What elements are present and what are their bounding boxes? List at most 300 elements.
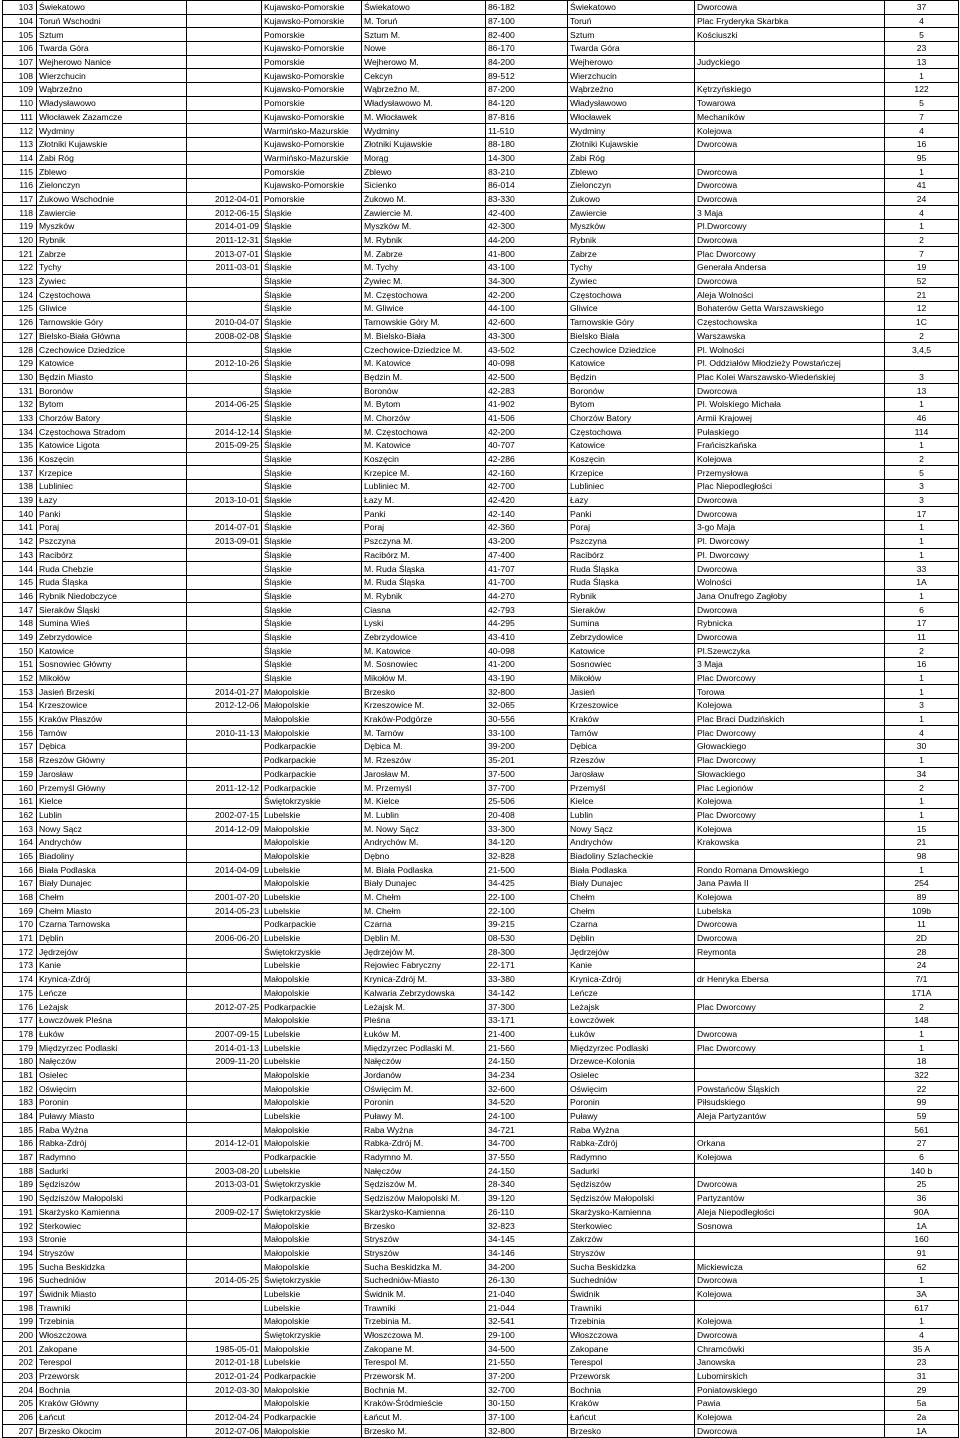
cell-opening-date bbox=[187, 986, 262, 1000]
cell-postal-code: 20-408 bbox=[486, 808, 568, 822]
cell-building-number: 160 bbox=[885, 1232, 959, 1246]
cell-row-number: 180 bbox=[3, 1054, 37, 1068]
cell-municipality: M. Sosnowiec bbox=[362, 658, 486, 672]
cell-building-number: 1A bbox=[885, 1219, 959, 1233]
cell-locality: Koszęcin bbox=[568, 452, 695, 466]
table-row bbox=[3, 425, 959, 439]
cell-street: Kolejowa bbox=[695, 124, 885, 138]
cell-row-number: 167 bbox=[3, 877, 37, 891]
cell-locality: Sosnowiec bbox=[568, 658, 695, 672]
cell-opening-date: 2013-07-01 bbox=[187, 247, 262, 261]
cell-street: Pawia bbox=[695, 1397, 885, 1411]
cell-postal-code: 42-283 bbox=[486, 384, 568, 398]
cell-row-number: 146 bbox=[3, 589, 37, 603]
cell-row-number: 120 bbox=[3, 233, 37, 247]
cell-opening-date bbox=[187, 1096, 262, 1110]
cell-station-name: Przeworsk bbox=[37, 1369, 187, 1383]
cell-municipality: Łazy M. bbox=[362, 493, 486, 507]
cell-municipality: Sędziszów M. bbox=[362, 1178, 486, 1192]
cell-voivodeship: Kujawsko-Pomorskie bbox=[262, 110, 362, 124]
cell-street: Dworcowa bbox=[695, 1, 885, 15]
cell-street: Bohaterów Getta Warszawskiego bbox=[695, 302, 885, 316]
cell-locality: Lublin bbox=[568, 808, 695, 822]
cell-street: Dworcowa bbox=[695, 603, 885, 617]
cell-building-number: 1 bbox=[885, 165, 959, 179]
cell-station-name: Sędziszów Małopolski bbox=[37, 1191, 187, 1205]
cell-locality: Władysławowo bbox=[568, 96, 695, 110]
cell-voivodeship: Lubelskie bbox=[262, 1041, 362, 1055]
cell-postal-code: 87-100 bbox=[486, 14, 568, 28]
cell-postal-code: 34-200 bbox=[486, 1260, 568, 1274]
cell-station-name: Rzeszów Główny bbox=[37, 753, 187, 767]
cell-station-name: Twarda Góra bbox=[37, 42, 187, 56]
cell-building-number bbox=[885, 356, 959, 370]
cell-row-number: 112 bbox=[3, 124, 37, 138]
cell-locality: Myszków bbox=[568, 220, 695, 234]
cell-street bbox=[695, 959, 885, 973]
cell-station-name: Łowczówek Pleśna bbox=[37, 1013, 187, 1027]
cell-voivodeship: Świętokrzyskie bbox=[262, 1273, 362, 1287]
cell-building-number: 140 b bbox=[885, 1164, 959, 1178]
cell-opening-date bbox=[187, 753, 262, 767]
cell-row-number: 108 bbox=[3, 69, 37, 83]
cell-municipality: Nałęczów bbox=[362, 1054, 486, 1068]
cell-row-number: 137 bbox=[3, 466, 37, 480]
table-row bbox=[3, 1246, 959, 1260]
cell-locality: Łańcut bbox=[568, 1410, 695, 1424]
cell-street: Dworcowa bbox=[695, 137, 885, 151]
table-row bbox=[3, 1, 959, 15]
cell-postal-code: 34-234 bbox=[486, 1068, 568, 1082]
cell-locality: Leżajsk bbox=[568, 1000, 695, 1014]
cell-locality: Zblewo bbox=[568, 165, 695, 179]
cell-opening-date: 2011-12-31 bbox=[187, 233, 262, 247]
cell-voivodeship: Śląskie bbox=[262, 370, 362, 384]
cell-municipality: Raba Wyżna bbox=[362, 1123, 486, 1137]
cell-building-number: 5 bbox=[885, 96, 959, 110]
cell-opening-date bbox=[187, 794, 262, 808]
cell-opening-date bbox=[187, 712, 262, 726]
cell-street: dr Henryka Ebersa bbox=[695, 972, 885, 986]
cell-postal-code: 34-425 bbox=[486, 877, 568, 891]
cell-station-name: Włocławek Zazamcze bbox=[37, 110, 187, 124]
cell-building-number: 7/1 bbox=[885, 972, 959, 986]
cell-voivodeship: Śląskie bbox=[262, 671, 362, 685]
table-row bbox=[3, 206, 959, 220]
cell-locality: Oświęcim bbox=[568, 1082, 695, 1096]
table-row bbox=[3, 575, 959, 589]
cell-street: Plac Braci Dudzińskich bbox=[695, 712, 885, 726]
table-row bbox=[3, 767, 959, 781]
cell-municipality: Myszków M. bbox=[362, 220, 486, 234]
cell-street: Lubelska bbox=[695, 904, 885, 918]
cell-postal-code: 32-600 bbox=[486, 1082, 568, 1096]
cell-station-name: Sosnowiec Główny bbox=[37, 658, 187, 672]
cell-voivodeship: Małopolskie bbox=[262, 986, 362, 1000]
cell-station-name: Sztum bbox=[37, 28, 187, 42]
cell-opening-date bbox=[187, 110, 262, 124]
cell-building-number: 7 bbox=[885, 110, 959, 124]
cell-row-number: 147 bbox=[3, 603, 37, 617]
table-row bbox=[3, 28, 959, 42]
cell-opening-date: 2012-12-06 bbox=[187, 699, 262, 713]
cell-postal-code: 33-380 bbox=[486, 972, 568, 986]
table-row bbox=[3, 904, 959, 918]
cell-street: Kolejowa bbox=[695, 890, 885, 904]
cell-voivodeship: Śląskie bbox=[262, 397, 362, 411]
cell-voivodeship: Kujawsko-Pomorskie bbox=[262, 69, 362, 83]
cell-building-number: 1 bbox=[885, 1027, 959, 1041]
cell-locality: Krynica-Zdrój bbox=[568, 972, 695, 986]
cell-row-number: 144 bbox=[3, 562, 37, 576]
cell-municipality: Żywiec M. bbox=[362, 274, 486, 288]
cell-building-number: 37 bbox=[885, 1, 959, 15]
table-row bbox=[3, 466, 959, 480]
cell-municipality: Lyski bbox=[362, 616, 486, 630]
cell-opening-date bbox=[187, 28, 262, 42]
cell-locality: Drzewce-Kolonia bbox=[568, 1054, 695, 1068]
cell-municipality: M. Chełm bbox=[362, 890, 486, 904]
cell-postal-code: 22-100 bbox=[486, 890, 568, 904]
cell-municipality: Andrychów M. bbox=[362, 835, 486, 849]
cell-row-number: 127 bbox=[3, 329, 37, 343]
cell-municipality: Nałęczów bbox=[362, 1164, 486, 1178]
cell-voivodeship: Lubelskie bbox=[262, 959, 362, 973]
table-row bbox=[3, 849, 959, 863]
cell-opening-date bbox=[187, 849, 262, 863]
cell-opening-date: 2010-11-13 bbox=[187, 726, 262, 740]
cell-station-name: Trawniki bbox=[37, 1301, 187, 1315]
cell-locality: Osielec bbox=[568, 1068, 695, 1082]
cell-municipality: M. Częstochowa bbox=[362, 425, 486, 439]
cell-street: Dworcowa bbox=[695, 507, 885, 521]
cell-row-number: 110 bbox=[3, 96, 37, 110]
cell-locality: Zielonczyn bbox=[568, 178, 695, 192]
cell-voivodeship: Lubelskie bbox=[262, 863, 362, 877]
cell-locality: Bielsko Biała bbox=[568, 329, 695, 343]
cell-station-name: Trzebinia bbox=[37, 1315, 187, 1329]
cell-row-number: 124 bbox=[3, 288, 37, 302]
cell-municipality: Biały Dunajec bbox=[362, 877, 486, 891]
cell-building-number: 7 bbox=[885, 247, 959, 261]
cell-voivodeship: Śląskie bbox=[262, 439, 362, 453]
cell-street: Pl.Szewczyka bbox=[695, 644, 885, 658]
cell-locality: Żabi Róg bbox=[568, 151, 695, 165]
cell-voivodeship: Małopolskie bbox=[262, 1123, 362, 1137]
cell-voivodeship: Śląskie bbox=[262, 356, 362, 370]
cell-municipality: M. Kielce bbox=[362, 794, 486, 808]
cell-municipality: Żukowo M. bbox=[362, 192, 486, 206]
cell-locality: Stryszów bbox=[568, 1246, 695, 1260]
cell-opening-date bbox=[187, 918, 262, 932]
cell-postal-code: 42-300 bbox=[486, 220, 568, 234]
cell-voivodeship: Śląskie bbox=[262, 493, 362, 507]
cell-locality: Sumina bbox=[568, 616, 695, 630]
table-row bbox=[3, 1301, 959, 1315]
cell-building-number: 13 bbox=[885, 384, 959, 398]
cell-locality: Sucha Beskidzka bbox=[568, 1260, 695, 1274]
cell-street: Kolejowa bbox=[695, 699, 885, 713]
cell-street bbox=[695, 1068, 885, 1082]
cell-voivodeship: Śląskie bbox=[262, 630, 362, 644]
cell-row-number: 189 bbox=[3, 1178, 37, 1192]
cell-municipality: Zakopane M. bbox=[362, 1342, 486, 1356]
cell-postal-code: 40-707 bbox=[486, 439, 568, 453]
cell-building-number: 13 bbox=[885, 55, 959, 69]
table-row bbox=[3, 96, 959, 110]
cell-station-name: Puławy Miasto bbox=[37, 1109, 187, 1123]
cell-station-name: Myszków bbox=[37, 220, 187, 234]
cell-postal-code: 37-100 bbox=[486, 1410, 568, 1424]
cell-municipality: Radymno M. bbox=[362, 1150, 486, 1164]
cell-street: Rondo Romana Dmowskiego bbox=[695, 863, 885, 877]
cell-street: Dworcowa bbox=[695, 1273, 885, 1287]
table-row bbox=[3, 1232, 959, 1246]
cell-locality: Jędrzejów bbox=[568, 945, 695, 959]
cell-voivodeship: Śląskie bbox=[262, 575, 362, 589]
cell-station-name: Krzepice bbox=[37, 466, 187, 480]
table-row bbox=[3, 1150, 959, 1164]
cell-municipality: M. Zabrze bbox=[362, 247, 486, 261]
cell-street: Dworcowa bbox=[695, 274, 885, 288]
cell-building-number: 1 bbox=[885, 220, 959, 234]
cell-voivodeship: Małopolskie bbox=[262, 1246, 362, 1260]
cell-building-number: 17 bbox=[885, 507, 959, 521]
cell-building-number: 254 bbox=[885, 877, 959, 891]
cell-municipality: M. Włocławek bbox=[362, 110, 486, 124]
table-row bbox=[3, 931, 959, 945]
cell-municipality: Świdnik M. bbox=[362, 1287, 486, 1301]
cell-row-number: 207 bbox=[3, 1424, 37, 1438]
cell-municipality: Sztum M. bbox=[362, 28, 486, 42]
cell-opening-date bbox=[187, 671, 262, 685]
cell-voivodeship: Śląskie bbox=[262, 425, 362, 439]
cell-locality: Dębica bbox=[568, 740, 695, 754]
cell-voivodeship: Małopolskie bbox=[262, 972, 362, 986]
cell-locality: Bochnia bbox=[568, 1383, 695, 1397]
cell-row-number: 143 bbox=[3, 548, 37, 562]
cell-opening-date: 2014-01-13 bbox=[187, 1041, 262, 1055]
cell-locality: Rybnik bbox=[568, 233, 695, 247]
cell-building-number: 6 bbox=[885, 1150, 959, 1164]
cell-voivodeship: Śląskie bbox=[262, 616, 362, 630]
cell-opening-date: 2013-09-01 bbox=[187, 534, 262, 548]
cell-row-number: 133 bbox=[3, 411, 37, 425]
cell-street: Plac Niepodległości bbox=[695, 480, 885, 494]
table-row bbox=[3, 384, 959, 398]
cell-locality: Chorzów Batory bbox=[568, 411, 695, 425]
cell-postal-code: 42-420 bbox=[486, 493, 568, 507]
cell-row-number: 175 bbox=[3, 986, 37, 1000]
cell-street: Dworcowa bbox=[695, 178, 885, 192]
cell-postal-code: 25-506 bbox=[486, 794, 568, 808]
table-row bbox=[3, 534, 959, 548]
cell-postal-code: 24-150 bbox=[486, 1164, 568, 1178]
cell-opening-date bbox=[187, 1287, 262, 1301]
cell-opening-date bbox=[187, 137, 262, 151]
cell-opening-date bbox=[187, 507, 262, 521]
cell-municipality: Wydminy bbox=[362, 124, 486, 138]
cell-row-number: 116 bbox=[3, 178, 37, 192]
cell-municipality: Mikołów M. bbox=[362, 671, 486, 685]
cell-street: Dworcowa bbox=[695, 931, 885, 945]
cell-building-number: 1 bbox=[885, 589, 959, 603]
cell-station-name: Zakopane bbox=[37, 1342, 187, 1356]
cell-municipality: M. Przemyśl bbox=[362, 781, 486, 795]
cell-voivodeship: Pomorskie bbox=[262, 165, 362, 179]
cell-municipality: M. Częstochowa bbox=[362, 288, 486, 302]
cell-station-name: Leżajsk bbox=[37, 1000, 187, 1014]
cell-station-name: Lubliniec bbox=[37, 480, 187, 494]
cell-station-name: Bytom bbox=[37, 397, 187, 411]
cell-building-number: 4 bbox=[885, 1328, 959, 1342]
cell-postal-code: 34-300 bbox=[486, 274, 568, 288]
cell-opening-date: 2014-12-09 bbox=[187, 822, 262, 836]
cell-locality: Racibórz bbox=[568, 548, 695, 562]
cell-postal-code: 21-044 bbox=[486, 1301, 568, 1315]
cell-municipality: Poraj bbox=[362, 521, 486, 535]
cell-station-name: Skarżysko Kamienna bbox=[37, 1205, 187, 1219]
cell-municipality: Dęblin M. bbox=[362, 931, 486, 945]
cell-opening-date: 2014-05-25 bbox=[187, 1273, 262, 1287]
cell-municipality: Łuków M. bbox=[362, 1027, 486, 1041]
cell-opening-date bbox=[187, 767, 262, 781]
cell-municipality: Włoszczowa M. bbox=[362, 1328, 486, 1342]
cell-opening-date: 2006-06-20 bbox=[187, 931, 262, 945]
cell-building-number: 1 bbox=[885, 753, 959, 767]
cell-street: Jana Pawła II bbox=[695, 877, 885, 891]
cell-postal-code: 34-142 bbox=[486, 986, 568, 1000]
cell-station-name: Radymno bbox=[37, 1150, 187, 1164]
cell-station-name: Rybnik Niedobczyce bbox=[37, 589, 187, 603]
cell-voivodeship: Śląskie bbox=[262, 329, 362, 343]
cell-street: Reymonta bbox=[695, 945, 885, 959]
cell-opening-date bbox=[187, 1, 262, 15]
cell-voivodeship: Śląskie bbox=[262, 507, 362, 521]
cell-municipality: Krzepice M. bbox=[362, 466, 486, 480]
cell-station-name: Katowice bbox=[37, 356, 187, 370]
table-row bbox=[3, 699, 959, 713]
cell-opening-date: 2013-03-01 bbox=[187, 1178, 262, 1192]
cell-street: Plac Dworcowy bbox=[695, 726, 885, 740]
cell-municipality: Krynica-Zdrój M. bbox=[362, 972, 486, 986]
cell-station-name: Leńcze bbox=[37, 986, 187, 1000]
cell-station-name: Lublin bbox=[37, 808, 187, 822]
cell-locality: Lubliniec bbox=[568, 480, 695, 494]
table-row bbox=[3, 644, 959, 658]
cell-row-number: 178 bbox=[3, 1027, 37, 1041]
cell-row-number: 157 bbox=[3, 740, 37, 754]
cell-postal-code: 37-700 bbox=[486, 781, 568, 795]
cell-locality: Mikołów bbox=[568, 671, 695, 685]
cell-voivodeship: Lubelskie bbox=[262, 1356, 362, 1370]
cell-postal-code: 35-201 bbox=[486, 753, 568, 767]
cell-locality: Kraków bbox=[568, 1397, 695, 1411]
cell-building-number: 1C bbox=[885, 315, 959, 329]
cell-opening-date bbox=[187, 1191, 262, 1205]
cell-station-name: Stryszów bbox=[37, 1246, 187, 1260]
cell-municipality: Pleśna bbox=[362, 1013, 486, 1027]
cell-row-number: 129 bbox=[3, 356, 37, 370]
cell-building-number: 23 bbox=[885, 42, 959, 56]
table-row bbox=[3, 972, 959, 986]
cell-row-number: 152 bbox=[3, 671, 37, 685]
cell-street: Plac Dworcowy bbox=[695, 808, 885, 822]
cell-postal-code: 33-100 bbox=[486, 726, 568, 740]
cell-postal-code: 34-146 bbox=[486, 1246, 568, 1260]
table-row bbox=[3, 1041, 959, 1055]
cell-street: Pułaskiego bbox=[695, 425, 885, 439]
table-row bbox=[3, 1000, 959, 1014]
cell-station-name: Bielsko-Biała Główna bbox=[37, 329, 187, 343]
cell-row-number: 164 bbox=[3, 835, 37, 849]
cell-station-name: Świdnik Miasto bbox=[37, 1287, 187, 1301]
cell-building-number: 114 bbox=[885, 425, 959, 439]
cell-postal-code: 28-340 bbox=[486, 1178, 568, 1192]
cell-row-number: 166 bbox=[3, 863, 37, 877]
cell-opening-date bbox=[187, 1082, 262, 1096]
cell-municipality: Skarżysko-Kamienna bbox=[362, 1205, 486, 1219]
cell-station-name: Wejherowo Nanice bbox=[37, 55, 187, 69]
cell-building-number: 3 bbox=[885, 480, 959, 494]
cell-postal-code: 84-120 bbox=[486, 96, 568, 110]
cell-voivodeship: Śląskie bbox=[262, 343, 362, 357]
cell-station-name: Wąbrzeźno bbox=[37, 83, 187, 97]
table-row bbox=[3, 753, 959, 767]
cell-opening-date bbox=[187, 96, 262, 110]
cell-postal-code: 39-120 bbox=[486, 1191, 568, 1205]
cell-building-number: 15 bbox=[885, 822, 959, 836]
cell-row-number: 123 bbox=[3, 274, 37, 288]
cell-opening-date bbox=[187, 288, 262, 302]
cell-row-number: 205 bbox=[3, 1397, 37, 1411]
cell-voivodeship: Małopolskie bbox=[262, 1068, 362, 1082]
cell-voivodeship: Małopolskie bbox=[262, 1397, 362, 1411]
cell-postal-code: 08-530 bbox=[486, 931, 568, 945]
table-row bbox=[3, 247, 959, 261]
cell-station-name: Terespol bbox=[37, 1356, 187, 1370]
cell-opening-date bbox=[187, 945, 262, 959]
cell-municipality: M. Toruń bbox=[362, 14, 486, 28]
cell-opening-date: 2011-12-12 bbox=[187, 781, 262, 795]
cell-voivodeship: Małopolskie bbox=[262, 835, 362, 849]
cell-station-name: Bochnia bbox=[37, 1383, 187, 1397]
cell-locality: Nowy Sącz bbox=[568, 822, 695, 836]
cell-voivodeship: Lubelskie bbox=[262, 1301, 362, 1315]
cell-municipality: M. Nowy Sącz bbox=[362, 822, 486, 836]
cell-building-number: 62 bbox=[885, 1260, 959, 1274]
cell-street bbox=[695, 986, 885, 1000]
cell-opening-date bbox=[187, 55, 262, 69]
cell-street: Plac Dworcowy bbox=[695, 671, 885, 685]
cell-locality: Kielce bbox=[568, 794, 695, 808]
cell-station-name: Poraj bbox=[37, 521, 187, 535]
cell-postal-code: 33-300 bbox=[486, 822, 568, 836]
cell-building-number: 27 bbox=[885, 1137, 959, 1151]
cell-station-name: Biała Podlaska bbox=[37, 863, 187, 877]
cell-voivodeship: Śląskie bbox=[262, 658, 362, 672]
cell-voivodeship: Lubelskie bbox=[262, 904, 362, 918]
cell-building-number: 4 bbox=[885, 124, 959, 138]
cell-row-number: 168 bbox=[3, 890, 37, 904]
table-row bbox=[3, 890, 959, 904]
cell-voivodeship: Małopolskie bbox=[262, 726, 362, 740]
cell-municipality: Rabka-Zdrój M. bbox=[362, 1137, 486, 1151]
cell-building-number: 90A bbox=[885, 1205, 959, 1219]
cell-building-number: 12 bbox=[885, 302, 959, 316]
cell-voivodeship: Śląskie bbox=[262, 233, 362, 247]
cell-voivodeship: Śląskie bbox=[262, 384, 362, 398]
